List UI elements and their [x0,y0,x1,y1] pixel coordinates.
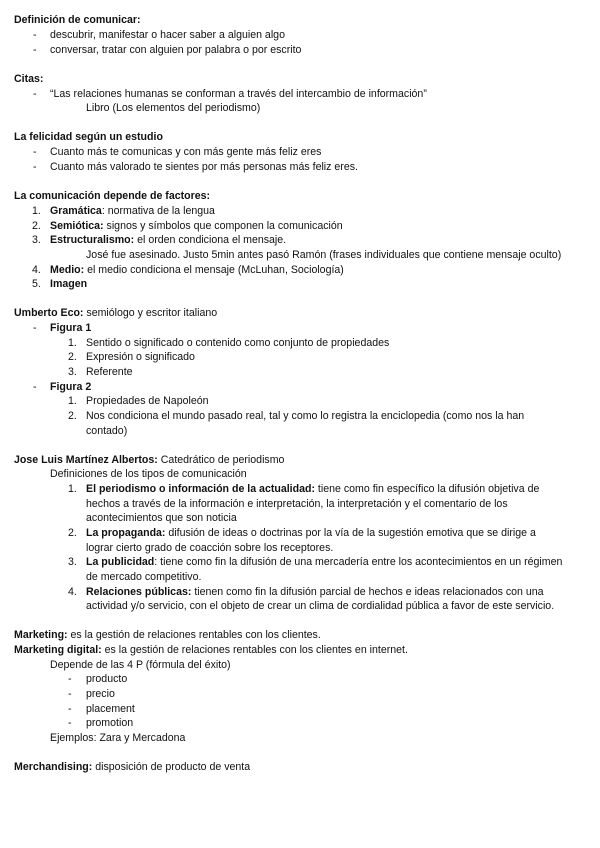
term: El periodismo o información de la actualidad: [86,483,315,495]
term-text: signos y símbolos que componen la comunicación [103,220,343,232]
list-item-continuation: contado) [86,425,128,437]
list-item: descubrir, manifestar o hacer saber a alguien algo [50,29,285,41]
list-number: 3. [68,556,77,568]
term-text: tiene como fin específico la difusión objetiva de [314,483,540,495]
list-item-continuation: hechos a través de la información e interpretación, la interpretación y el comentario de los [86,498,508,510]
dash-bullet: - [33,146,37,158]
dash-bullet: - [33,88,37,100]
list-item: placement [86,703,135,715]
person-desc: Catedrático de periodismo [157,454,285,466]
quote-source: Libro (Los elementos del periodismo) [86,102,261,114]
term-text: el orden condiciona el mensaje. [134,234,287,246]
subsection-title-figura-1: Figura 1 [50,322,92,334]
subsection-title-figura-2: Figura 2 [50,381,92,393]
list-item-continuation: de mercado competitivo. [86,571,202,583]
term: La propaganda: [86,527,166,539]
list-item: precio [86,688,115,700]
person-name: Jose Luis Martínez Albertos: [14,454,158,466]
list-number: 1. [68,337,77,349]
person-name: Umberto Eco: [14,307,84,319]
list-item [50,204,215,219]
section-title-factores: La comunicación depende de factores: [14,190,211,202]
term-text: difusión de ideas o doctrinas por la vía de la sugestión emotiva que se dirige a [165,527,536,539]
term-text: : tiene como fin la difusión de una mercadería entre los acontecimientos en un régimen [154,556,563,568]
ejemplos-text: Ejemplos: Zara y Mercadona [50,732,186,744]
list-item: Cuanto más valorado te sientes por más personas más feliz eres. [50,161,358,173]
list-number: 2. [32,220,41,232]
term-text: el medio condiciona el mensaje (McLuhan, Sociología) [84,264,344,276]
list-number: 1. [32,205,41,217]
list-number: 1. [68,483,77,495]
list-item [50,277,87,292]
definition-marketing [14,628,321,643]
list-item [50,233,286,248]
section-title-felicidad: La felicidad según un estudio [14,131,163,143]
list-item [86,482,539,497]
dash-bullet: - [68,703,72,715]
definition-merchandising [14,760,250,775]
list-item [86,585,544,600]
definition-marketing-digital [14,643,408,658]
term: Medio: [50,264,85,276]
term: Semiótica: [50,220,104,232]
depende-text: Depende de las 4 P (fórmula del éxito) [50,659,231,671]
list-item [50,263,344,278]
list-item-continuation: lograr cierto grado de coacción sobre los receptores. [86,542,334,554]
dash-bullet: - [68,688,72,700]
list-item: Expresión o significado [86,351,195,363]
list-item [86,555,562,570]
person-desc: semiólogo y escritor italiano [83,307,218,319]
list-number: 2. [68,527,77,539]
term: Marketing digital: [14,644,102,656]
list-number: 2. [68,410,77,422]
section-title-martinez [14,453,284,468]
term: Marketing: [14,629,68,641]
term: Estructuralismo: [50,234,135,246]
dash-bullet: - [33,322,37,334]
dash-bullet: - [33,44,37,56]
term: Imagen [50,278,88,290]
example-text: José fue asesinado. Justo 5min antes pasó Ramón (frases individuales que contiene mensaje oculto) [86,249,562,261]
list-number: 4. [68,586,77,598]
term-text: tienen como fin la difusión parcial de hechos e ideas relacionados con una [191,586,544,598]
term-text: es la gestión de relaciones rentables con los clientes en internet. [101,644,408,656]
list-item: conversar, tratar con alguien por palabra o por escrito [50,44,302,56]
list-number: 5. [32,278,41,290]
section-title-eco [14,306,217,321]
term: Gramática [50,205,102,217]
list-number: 3. [32,234,41,246]
term: Relaciones públicas: [86,586,192,598]
term-text: disposición de producto de venta [92,761,251,773]
list-number: 2. [68,351,77,363]
list-number: 3. [68,366,77,378]
list-item [50,219,343,234]
list-item-continuation: acontecimientos que son noticia [86,512,237,524]
dash-bullet: - [68,717,72,729]
dash-bullet: - [33,29,37,41]
list-number: 4. [32,264,41,276]
list-number: 1. [68,395,77,407]
list-item [86,526,536,541]
term-text: : normativa de la lengua [101,205,215,217]
term-text: es la gestión de relaciones rentables con los clientes. [67,629,321,641]
dash-bullet: - [33,381,37,393]
list-item: Sentido o significado o contenido como conjunto de propiedades [86,337,390,349]
dash-bullet: - [68,673,72,685]
list-item: Propiedades de Napoleón [86,395,209,407]
list-item: producto [86,673,128,685]
section-title-citas: Citas: [14,73,44,85]
list-item: Referente [86,366,133,378]
list-item: Cuanto más te comunicas y con más gente más feliz eres [50,146,322,158]
list-item: Nos condiciona el mundo pasado real, tal y como lo registra la enciclopedia (como nos la han [86,410,525,422]
dash-bullet: - [33,161,37,173]
subtitle-definiciones: Definiciones de los tipos de comunicación [50,468,247,480]
list-item-continuation: actividad y/o servicio, con el objeto de crear un clima de cordialidad pública a favor de este servicio. [86,600,555,612]
list-item: promotion [86,717,134,729]
term: La publicidad [86,556,155,568]
section-title-definicion: Definición de comunicar: [14,14,141,26]
quote-text: “Las relaciones humanas se conforman a través del intercambio de información” [50,88,427,100]
term: Merchandising: [14,761,93,773]
